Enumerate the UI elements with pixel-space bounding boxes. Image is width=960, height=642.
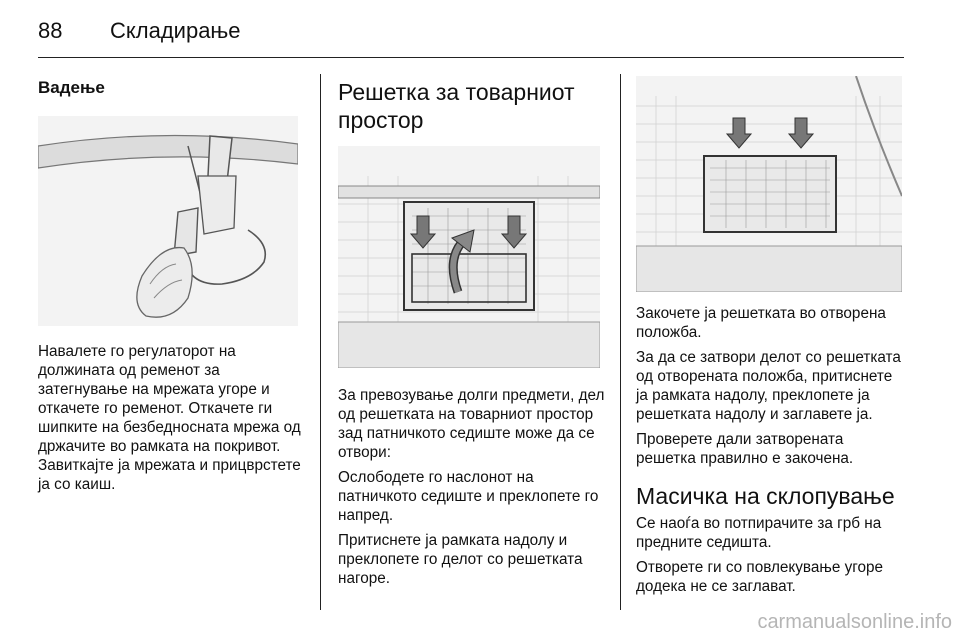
column-divider-left: [320, 74, 321, 610]
paragraph-step-fold: Притиснете ја рамката надолу и преклопете го делот со решетката нагоре.: [338, 532, 583, 587]
safety-net-strap-illustration: [38, 116, 298, 326]
page-number: 88: [38, 18, 63, 43]
middle-column: [338, 68, 606, 594]
watermark: carmanualsonline.info: [757, 611, 952, 633]
paragraph-close: За да се затвори делот со решетката од отворената положба, притиснете ја рамката надолу, преклопете ја решетката надолу и заглавете ја.: [636, 349, 901, 423]
header-rule: [38, 57, 904, 58]
paragraph-removal: Навалете го регулаторот на должината од ременот за затегнување на мрежата угоре и откачете го ременот. Откачете ги шипките на безбедносната мрежа од држачите во рамката на покривот. Завиткајте ја мрежата и прицврстете ја со каиш.: [38, 343, 301, 493]
grille-open-illustration: [338, 146, 600, 368]
page-header: [38, 14, 922, 50]
column-divider-right: [620, 74, 621, 610]
paragraph-check: Проверете дали затворената решетка правилно е закочена.: [636, 431, 854, 467]
paragraph-step-release: Ослободете го наслонот на патничкото седиште и преклопете го напред.: [338, 469, 599, 524]
paragraph-tray-location: Се наоѓа во потпирачите за грб на предните седишта.: [636, 515, 882, 551]
grille-close-illustration: [636, 76, 902, 292]
section-title: Складирање: [110, 18, 241, 43]
left-column: [38, 68, 306, 500]
right-column: [636, 68, 906, 602]
paragraph-tray-open: Отворете ги со повлекување угоре додека не се заглават.: [636, 559, 883, 595]
heading-folding-tray: Масичка на склопување: [636, 483, 895, 509]
paragraph-lock-open: Закочете ја решетката во отворена положба.: [636, 305, 886, 341]
subheading-removal: Вадење: [38, 78, 105, 97]
paragraph-intro: За превозување долги предмети, дел од решетката на товарниот простор зад патничкото седиште може да се отвори:: [338, 387, 605, 461]
heading-load-compartment-grille: Решетка за товарниот простор: [338, 79, 575, 133]
